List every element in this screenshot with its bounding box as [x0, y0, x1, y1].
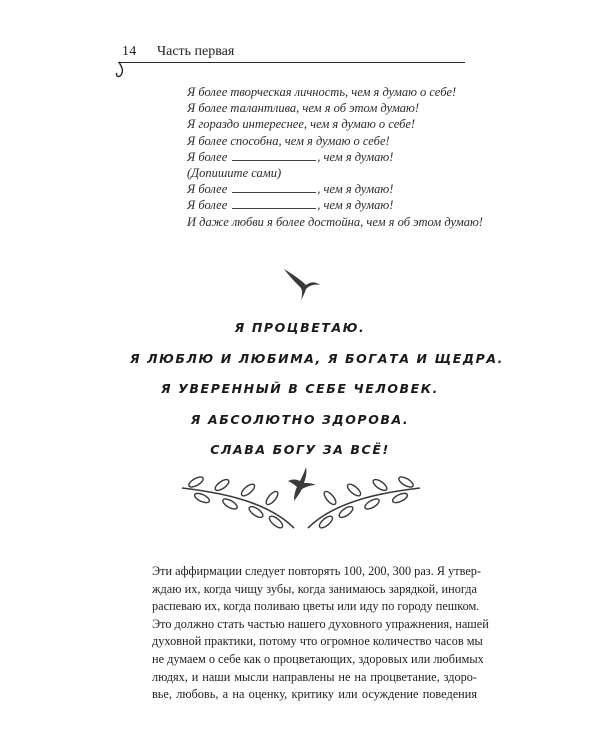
body-line: духовной практики, потому что огромное количество часов мы	[152, 634, 483, 649]
page-number: 14	[122, 44, 137, 59]
fill-in-blank	[232, 198, 316, 209]
headline-affirmation: СЛАВА БОГУ ЗА ВСЁ!	[210, 442, 390, 457]
body-paragraph	[152, 563, 489, 704]
headline-affirmation: Я УВЕРЕННЫЙ В СЕБЕ ЧЕЛОВЕК.	[161, 381, 439, 396]
header-flourish-icon	[112, 56, 136, 80]
affirmation-line: И даже любви я более достойна, чем я об этом думаю!	[187, 214, 483, 229]
body-line: не думаем о себе как о процветающих, здоровых или любимых	[152, 651, 484, 666]
body-line: ждаю их, когда чищу зубы, когда занимаюсь зарядкой, иногда	[152, 581, 477, 596]
hummingbird-icon	[282, 465, 322, 505]
affirmation-line: Я гораздо интереснее, чем я думаю о себе!	[187, 117, 416, 132]
affirmation-line: Я более способна, чем я думаю о себе!	[187, 133, 390, 148]
headline-affirmation: Я ЛЮБЛЮ И ЛЮБИМА, Я БОГАТА И ЩЕДРА.	[130, 350, 504, 366]
affirmation-list	[187, 84, 487, 230]
headline-affirmation: Я ПРОЦВЕТАЮ.	[234, 320, 366, 335]
body-line: Это должно стать частью нашего духовного упражнения, нашей	[152, 616, 489, 631]
affirmation-instruction: (Допишите сами)	[187, 166, 282, 181]
affirmation-line: Я более талантлива, чем я об этом думаю!	[187, 101, 420, 116]
headline-affirmation: Я АБСОЛЮТНО ЗДОРОВА.	[190, 411, 410, 427]
body-line: людях, и наши мысли направлены не на процветание, здоро-	[152, 669, 477, 684]
headline-affirmations	[130, 318, 504, 471]
body-line: вье, любовь, а на оценку, критику или осуждение поведения	[152, 687, 477, 702]
running-head: Часть первая	[157, 44, 235, 59]
body-line: Эти аффирмации следует повторять 100, 200, 300 раз. Я утвер-	[152, 564, 482, 578]
affirmation-line-fill-in: Я более , чем я думаю!	[187, 198, 394, 213]
body-line: распеваю их, когда поливаю цветы или иду по городу пешком.	[152, 599, 480, 614]
affirmation-line-fill-in: Я более , чем я думаю!	[187, 149, 394, 164]
fill-in-blank	[232, 182, 316, 193]
flying-bird-icon	[282, 267, 322, 303]
affirmation-line-fill-in: Я более , чем я думаю!	[187, 182, 394, 197]
header-rule	[118, 62, 465, 63]
affirmation-line: Я более творческая личность, чем я думаю о себе!	[187, 85, 457, 99]
fill-in-blank	[232, 150, 316, 161]
